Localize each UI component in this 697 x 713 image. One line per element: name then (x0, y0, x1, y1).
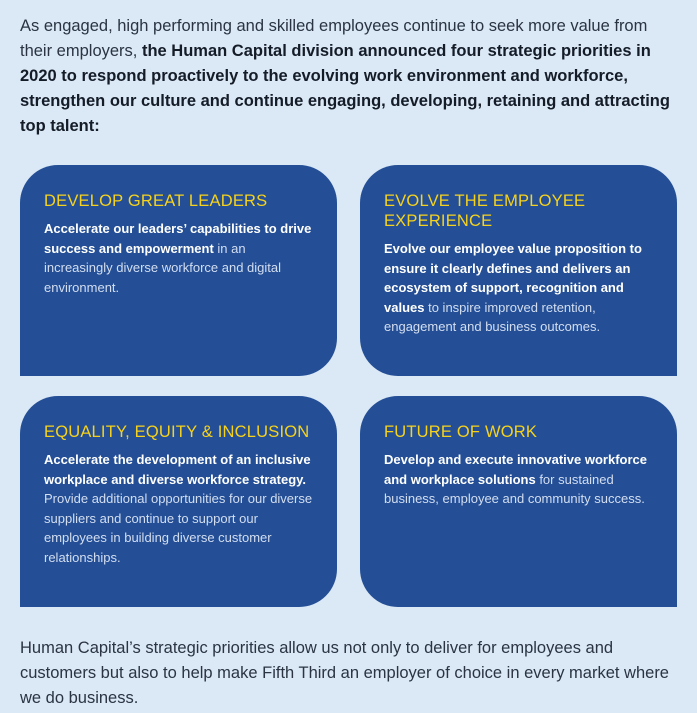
card-body-plain: in an increasingly diverse workforce and digital environment. (44, 240, 282, 295)
card-body-plain: for sustained business, employee and community success. (384, 471, 645, 507)
card-body-plain: to inspire improved retention, engagement and business outcomes. (384, 299, 601, 335)
card-body-bold: Evolve our employee value proposition to ensure it clearly defines and delivers an ecosystem of support, recognition and values (384, 241, 642, 315)
card-body (384, 239, 655, 337)
card-title: DEVELOP GREAT LEADERS (44, 192, 268, 210)
card-body-bold: Develop and execute innovative workforce and workplace solutions (384, 452, 647, 487)
closing-paragraph: Human Capital’s strategic priorities allow us not only to deliver for employees and customers but also to help make Fifth Third an employer of choice in every market where we do business. (20, 639, 669, 707)
card-body (384, 450, 655, 509)
priority-card-equality-equity-inclusion (20, 396, 337, 607)
card-title: EVOLVE THE EMPLOYEE EXPERIENCE (384, 192, 586, 230)
card-body-bold: Accelerate the development of an inclusive workplace and diverse workforce strategy. (44, 452, 311, 487)
card-body (44, 450, 315, 568)
card-body-plain: Provide additional opportunities for our diverse suppliers and continue to support our employees in building diverse customer relationships. (44, 491, 313, 565)
intro-bold-text: the Human Capital division announced four strategic priorities in 2020 to respond proactively to the evolving work environment and workforce, strengthen our culture and continue engaging, developing, retaining and attracting top talent: (20, 42, 670, 135)
card-title: EQUALITY, EQUITY & INCLUSION (44, 423, 310, 441)
priority-card-develop-great-leaders (20, 165, 337, 376)
intro-paragraph (20, 14, 680, 139)
card-body (44, 219, 315, 297)
intro-plain-text: As engaged, high performing and skilled employees continue to seek more value from their employers, (20, 17, 648, 60)
priority-card-evolve-employee-experience (360, 165, 677, 376)
card-body-bold: Accelerate our leaders’ capabilities to drive success and empowerment (44, 221, 312, 256)
card-title: FUTURE OF WORK (384, 423, 538, 441)
priority-card-future-of-work (360, 396, 677, 607)
